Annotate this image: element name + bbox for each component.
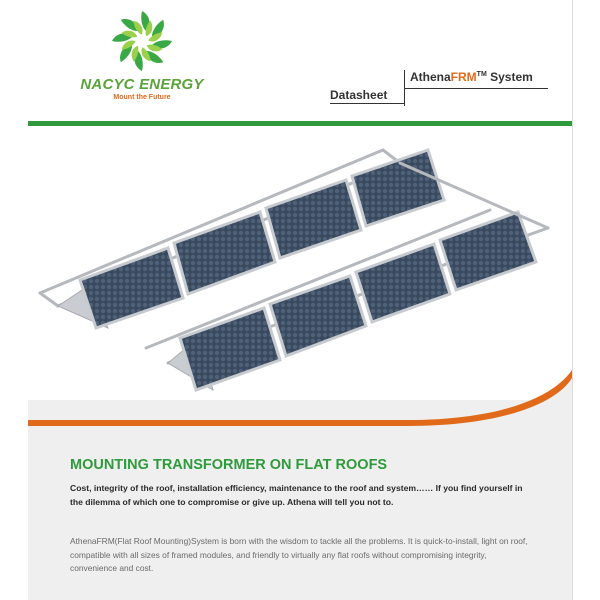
brand-logo <box>76 8 208 112</box>
title-rule-top <box>404 88 548 89</box>
system-prefix: Athena <box>410 70 451 84</box>
trademark-mark: TM <box>476 71 487 78</box>
title-rule-bottom <box>330 103 405 104</box>
body-paragraph: AthenaFRM(Flat Roof Mounting)System is born with the wisdom to tackle all the problems. It is quick-to-install, light on roof, compatible with all sizes of framed modules, and friendly to virtually any flat roofs without compromising integrity, convenience and cost. <box>70 536 528 574</box>
document-title-block <box>330 68 552 108</box>
system-suffix: System <box>486 70 533 84</box>
section-heading: MOUNTING TRANSFORMER ON FLAT ROOFS <box>70 457 388 473</box>
system-frm: FRM <box>450 70 477 84</box>
orange-wave-divider <box>28 370 572 430</box>
solar-array-illustration <box>28 128 572 398</box>
system-title <box>410 70 533 84</box>
header-green-bar <box>28 121 572 126</box>
page-edge-rule <box>572 0 573 600</box>
brand-name: NACYC ENERGY <box>80 76 204 93</box>
lead-paragraph: Cost, integrity of the roof, installation efficiency, maintenance to the roof and system…… If you find yourself in the dilemma of which one to compromise or give up. Athena will tell you not to. <box>70 483 523 507</box>
brand-tagline: Mount the Future <box>113 94 171 101</box>
document-type: Datasheet <box>330 88 388 102</box>
flower-logo-icon <box>109 8 175 74</box>
